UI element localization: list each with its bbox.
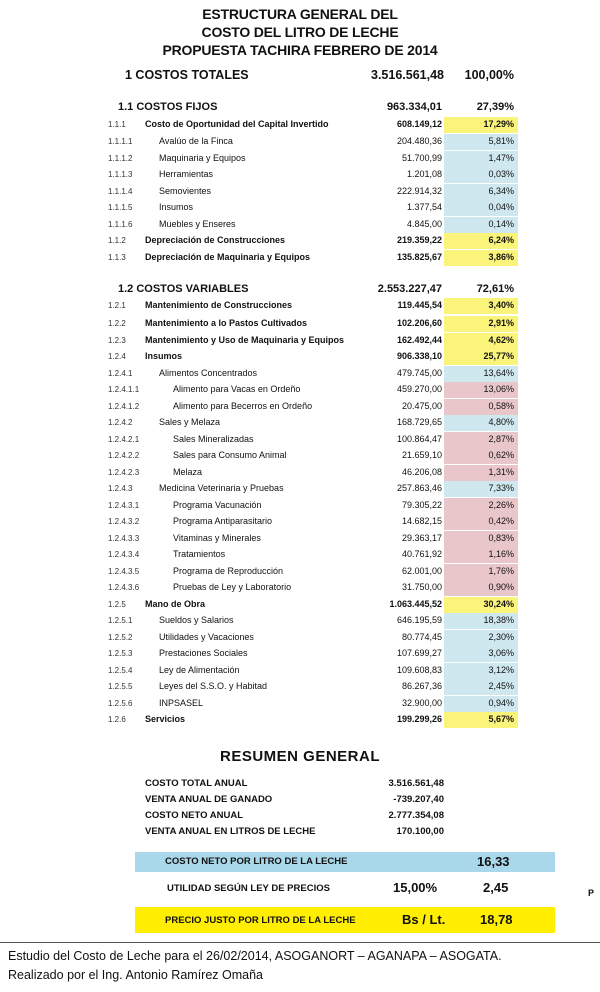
row-value: 31.750,00 xyxy=(401,582,442,592)
cost-row xyxy=(0,366,600,382)
row-label: Semovientes xyxy=(159,186,212,196)
cost-row xyxy=(0,316,600,332)
row-code: 1.2.1 xyxy=(108,301,126,310)
row-value: 14.682,15 xyxy=(401,516,442,526)
row-label: Sales Mineralizadas xyxy=(173,434,254,444)
precio-unit: Bs / Lt. xyxy=(402,912,446,927)
resumen-title: RESUMEN GENERAL xyxy=(219,748,380,765)
cost-row xyxy=(0,580,600,596)
row-label: Programa Vacunación xyxy=(173,500,262,510)
row-value: 963.334,01 xyxy=(386,101,442,113)
row-label: Melaza xyxy=(173,467,203,477)
row-percent: 5,81% xyxy=(488,136,514,146)
precio-label: PRECIO JUSTO POR LITRO DE LA LECHE xyxy=(165,915,356,926)
cost-row xyxy=(0,333,600,349)
row-label: Maquinaria y Equipos xyxy=(159,153,246,163)
row-code: 1.2.3 xyxy=(108,336,126,345)
row-percent: 2,91% xyxy=(488,318,514,328)
row-percent: 0,58% xyxy=(488,401,514,411)
row-code: 1.2.2 xyxy=(108,319,126,328)
row-percent: 13,06% xyxy=(483,384,514,394)
cost-row xyxy=(0,630,600,646)
cost-row xyxy=(0,646,600,662)
row-percent: 2,30% xyxy=(488,632,514,642)
row-value: 646.195,59 xyxy=(396,615,442,625)
row-code: 1.1.1.6 xyxy=(108,220,133,229)
cost-row xyxy=(0,167,600,183)
cost-row xyxy=(0,250,600,266)
precio-value: 18,78 xyxy=(480,912,513,927)
row-code: 1.2.4.3 xyxy=(108,484,133,493)
cost-row xyxy=(0,696,600,712)
row-value: 51.700,99 xyxy=(401,153,442,163)
row-percent: 4,80% xyxy=(488,417,514,427)
resumen-value: 170.100,00 xyxy=(396,826,444,837)
row-percent: 100,00% xyxy=(464,68,514,82)
row-value: 162.492,44 xyxy=(396,335,442,345)
row-label: 1.1 COSTOS FIJOS xyxy=(118,101,218,113)
row-code: 1.1.1.1 xyxy=(108,137,133,146)
row-code: 1.2.5 xyxy=(108,600,126,609)
row-label: Insumos xyxy=(159,202,194,212)
row-percent: 2,87% xyxy=(488,434,514,444)
costo-neto-box xyxy=(135,852,555,872)
row-percent: 0,94% xyxy=(488,698,514,708)
precio-justo-box xyxy=(135,907,555,933)
row-code: 1.2.5.4 xyxy=(108,666,133,675)
row-code: 1.2.5.6 xyxy=(108,699,133,708)
margin-mark: P xyxy=(588,888,595,898)
cost-row xyxy=(0,613,600,629)
row-label: Sueldos y Salarios xyxy=(159,615,234,625)
cost-row xyxy=(0,547,600,563)
row-value: 62.001,00 xyxy=(401,566,442,576)
row-label: Depreciación de Construcciones xyxy=(145,235,286,245)
row-percent: 0,03% xyxy=(488,169,514,179)
row-label: Alimento para Vacas en Ordeño xyxy=(173,384,301,394)
row-value: 168.729,65 xyxy=(396,417,442,427)
row-value: 135.825,67 xyxy=(396,252,442,262)
row-percent: 30,24% xyxy=(483,599,514,609)
row-label: Pruebas de Ley y Laboratorio xyxy=(173,582,292,592)
row-code: 1.2.4.3.2 xyxy=(108,517,140,526)
resumen-label: COSTO NETO ANUAL xyxy=(145,810,243,821)
resumen-value: 3.516.561,48 xyxy=(388,778,444,789)
row-label: Mantenimiento a lo Pastos Cultivados xyxy=(145,318,308,328)
cost-row xyxy=(0,184,600,200)
row-value: 1.201,08 xyxy=(406,169,442,179)
row-label: 1.2 COSTOS VARIABLES xyxy=(118,283,249,295)
row-label: INPSASEL xyxy=(159,698,204,708)
row-percent: 1,31% xyxy=(488,467,514,477)
row-value: 119.445,54 xyxy=(397,300,442,310)
row-label: Mano de Obra xyxy=(145,599,206,609)
row-value: 4.845,00 xyxy=(406,219,442,229)
cost-row xyxy=(0,415,600,431)
row-label: Medicina Veterinaria y Pruebas xyxy=(159,483,284,493)
resumen-value: 2.777.354,08 xyxy=(388,810,444,821)
row-label: 1 COSTOS TOTALES xyxy=(125,68,249,82)
row-code: 1.1.2 xyxy=(108,236,126,245)
row-label: Mantenimiento y Uso de Maquinaria y Equipos xyxy=(145,335,345,345)
row-value: 109.608,83 xyxy=(396,665,442,675)
row-value: 32.900,00 xyxy=(401,698,442,708)
row-label: Herramientas xyxy=(159,169,214,179)
row-code: 1.2.4 xyxy=(108,352,126,361)
row-label: Programa de Reproducción xyxy=(173,566,284,576)
utilidad-row xyxy=(135,878,555,898)
row-value: 107.699,27 xyxy=(396,648,442,658)
row-value: 608.149,12 xyxy=(396,119,442,129)
row-code: 1.2.4.3.4 xyxy=(108,550,140,559)
row-percent: 0,62% xyxy=(488,450,514,460)
row-code: 1.2.5.1 xyxy=(108,616,133,625)
cost-row xyxy=(0,448,600,464)
row-label: Insumos xyxy=(145,351,183,361)
row-code: 1.1.1.3 xyxy=(108,170,133,179)
row-percent: 4,62% xyxy=(488,335,514,345)
row-value: 79.305,22 xyxy=(401,500,442,510)
row-value: 204.480,36 xyxy=(396,136,442,146)
cost-row xyxy=(0,117,600,133)
cost-row xyxy=(0,564,600,580)
row-value: 20.475,00 xyxy=(401,401,442,411)
utilidad-value: 2,45 xyxy=(483,880,509,895)
row-value: 100.864,47 xyxy=(396,434,442,444)
cost-row xyxy=(0,68,600,84)
row-percent: 6,24% xyxy=(488,235,514,245)
row-code: 1.1.3 xyxy=(108,253,126,262)
row-value: 3.516.561,48 xyxy=(371,68,444,82)
resumen-label: VENTA ANUAL EN LITROS DE LECHE xyxy=(145,826,316,837)
cost-row xyxy=(0,134,600,150)
cost-row xyxy=(0,217,600,233)
row-value: 479.745,00 xyxy=(396,368,442,378)
row-label: Leyes del S.S.O. y Habitad xyxy=(159,681,268,691)
row-value: 2.553.227,47 xyxy=(377,283,442,295)
resumen-label: COSTO TOTAL ANUAL xyxy=(145,778,248,789)
row-value: 29.363,17 xyxy=(401,533,442,543)
row-label: Sales para Consumo Animal xyxy=(173,450,287,460)
row-label: Sales y Melaza xyxy=(159,417,221,427)
cost-row xyxy=(0,151,600,167)
row-code: 1.2.4.3.5 xyxy=(108,567,140,576)
cost-row xyxy=(0,514,600,530)
row-percent: 2,26% xyxy=(488,500,514,510)
cost-row xyxy=(0,481,600,497)
row-code: 1.2.4.3.3 xyxy=(108,534,140,543)
row-percent: 1,47% xyxy=(488,153,514,163)
cost-row xyxy=(0,712,600,728)
utilidad-label: UTILIDAD SEGÚN LEY DE PRECIOS xyxy=(167,883,330,894)
row-code: 1.2.4.3.6 xyxy=(108,583,140,592)
row-value: 199.299,26 xyxy=(396,714,442,724)
row-percent: 7,33% xyxy=(488,483,514,493)
row-percent: 0,04% xyxy=(488,202,514,212)
row-percent: 0,83% xyxy=(488,533,514,543)
cost-row xyxy=(0,382,600,398)
doc-title-line1: ESTRUCTURA GENERAL DEL xyxy=(202,6,398,22)
row-value: 222.914,32 xyxy=(396,186,442,196)
row-value: 1.377,54 xyxy=(406,202,442,212)
row-code: 1.1.1.5 xyxy=(108,203,133,212)
row-label: Alimento para Becerros en Ordeño xyxy=(173,401,313,411)
row-label: Vitaminas y Minerales xyxy=(173,533,261,543)
row-label: Tratamientos xyxy=(173,549,226,559)
row-code: 1.2.4.2 xyxy=(108,418,133,427)
row-code: 1.2.4.2.2 xyxy=(108,451,140,460)
row-percent: 72,61% xyxy=(476,283,514,295)
cost-row xyxy=(0,663,600,679)
row-code: 1.2.5.3 xyxy=(108,649,133,658)
row-percent: 1,76% xyxy=(488,566,514,576)
row-code: 1.2.4.1.2 xyxy=(108,402,140,411)
cost-row xyxy=(0,597,600,613)
row-percent: 0,14% xyxy=(488,219,514,229)
row-percent: 0,90% xyxy=(488,582,514,592)
row-percent: 13,64% xyxy=(483,368,514,378)
row-label: Muebles y Enseres xyxy=(159,219,236,229)
row-code: 1.2.5.5 xyxy=(108,682,133,691)
row-percent: 25,77% xyxy=(483,351,514,361)
row-value: 46.206,08 xyxy=(401,467,442,477)
row-code: 1.2.4.1.1 xyxy=(108,385,140,394)
row-value: 40.761,92 xyxy=(401,549,442,559)
footer-line1: Estudio del Costo de Leche para el 26/02/2014, ASOGANORT – AGANAPA – ASOGATA. xyxy=(8,949,502,963)
row-percent: 18,38% xyxy=(483,615,514,625)
row-value: 257.863,46 xyxy=(396,483,442,493)
row-label: Depreciación de Maquinaria y Equipos xyxy=(145,252,311,262)
row-label: Mantenimiento de Construcciones xyxy=(145,300,293,310)
row-percent: 3,06% xyxy=(488,648,514,658)
row-code: 1.1.1 xyxy=(108,120,126,129)
row-label: Ley de Alimentación xyxy=(159,665,240,675)
cost-row xyxy=(0,349,600,365)
cost-row xyxy=(0,233,600,249)
cost-row xyxy=(0,200,600,216)
costo-neto-label: COSTO NETO POR LITRO DE LA LECHE xyxy=(165,856,348,867)
cost-row xyxy=(0,281,600,297)
row-label: Servicios xyxy=(145,714,186,724)
row-percent: 0,42% xyxy=(488,516,514,526)
row-code: 1.2.5.2 xyxy=(108,633,133,642)
cost-row xyxy=(0,498,600,514)
row-value: 102.206,60 xyxy=(396,318,442,328)
cost-row xyxy=(0,465,600,481)
row-label: Costo de Oportunidad del Capital Invertido xyxy=(145,119,329,129)
row-code: 1.1.1.2 xyxy=(108,154,133,163)
doc-title-line2: COSTO DEL LITRO DE LECHE xyxy=(201,24,399,40)
row-label: Programa Antiparasitario xyxy=(173,516,273,526)
cost-row xyxy=(0,298,600,314)
cost-row xyxy=(0,432,600,448)
row-percent: 3,40% xyxy=(488,300,514,310)
row-code: 1.2.4.3.1 xyxy=(108,501,140,510)
row-percent: 3,12% xyxy=(488,665,514,675)
row-percent: 2,45% xyxy=(488,681,514,691)
footer-line2: Realizado por el Ing. Antonio Ramírez Omaña xyxy=(8,968,263,982)
row-code: 1.2.4.2.1 xyxy=(108,435,140,444)
row-value: 86.267,36 xyxy=(401,681,442,691)
row-percent: 17,29% xyxy=(483,119,514,129)
row-percent: 27,39% xyxy=(476,101,514,113)
row-label: Utilidades y Vacaciones xyxy=(159,632,254,642)
resumen-label: VENTA ANUAL DE GANADO xyxy=(145,794,273,805)
row-code: 1.1.1.4 xyxy=(108,187,133,196)
row-code: 1.2.4.2.3 xyxy=(108,468,140,477)
row-code: 1.2.6 xyxy=(108,715,126,724)
row-code: 1.2.4.1 xyxy=(108,369,133,378)
cost-row xyxy=(0,679,600,695)
row-percent: 5,67% xyxy=(488,714,514,724)
row-label: Alimentos Concentrados xyxy=(159,368,258,378)
cost-row xyxy=(0,531,600,547)
cost-row xyxy=(0,99,600,115)
row-label: Prestaciones Sociales xyxy=(159,648,248,658)
row-percent: 6,34% xyxy=(488,186,514,196)
row-percent: 1,16% xyxy=(488,549,514,559)
row-value: 906.338,10 xyxy=(396,351,442,361)
row-value: 459.270,00 xyxy=(396,384,442,394)
costo-neto-value: 16,33 xyxy=(477,854,510,869)
row-value: 219.359,22 xyxy=(396,235,442,245)
cost-row xyxy=(0,399,600,415)
resumen-value: -739.207,40 xyxy=(393,794,444,805)
doc-title-line3: PROPUESTA TACHIRA FEBRERO DE 2014 xyxy=(162,42,438,58)
row-value: 80.774,45 xyxy=(401,632,442,642)
row-percent: 3,86% xyxy=(488,252,514,262)
row-value: 21.659,10 xyxy=(401,450,442,460)
utilidad-pct: 15,00% xyxy=(393,880,438,895)
row-value: 1.063.445,52 xyxy=(389,599,442,609)
footer-divider xyxy=(0,942,600,943)
row-label: Avalúo de la Finca xyxy=(159,136,233,146)
